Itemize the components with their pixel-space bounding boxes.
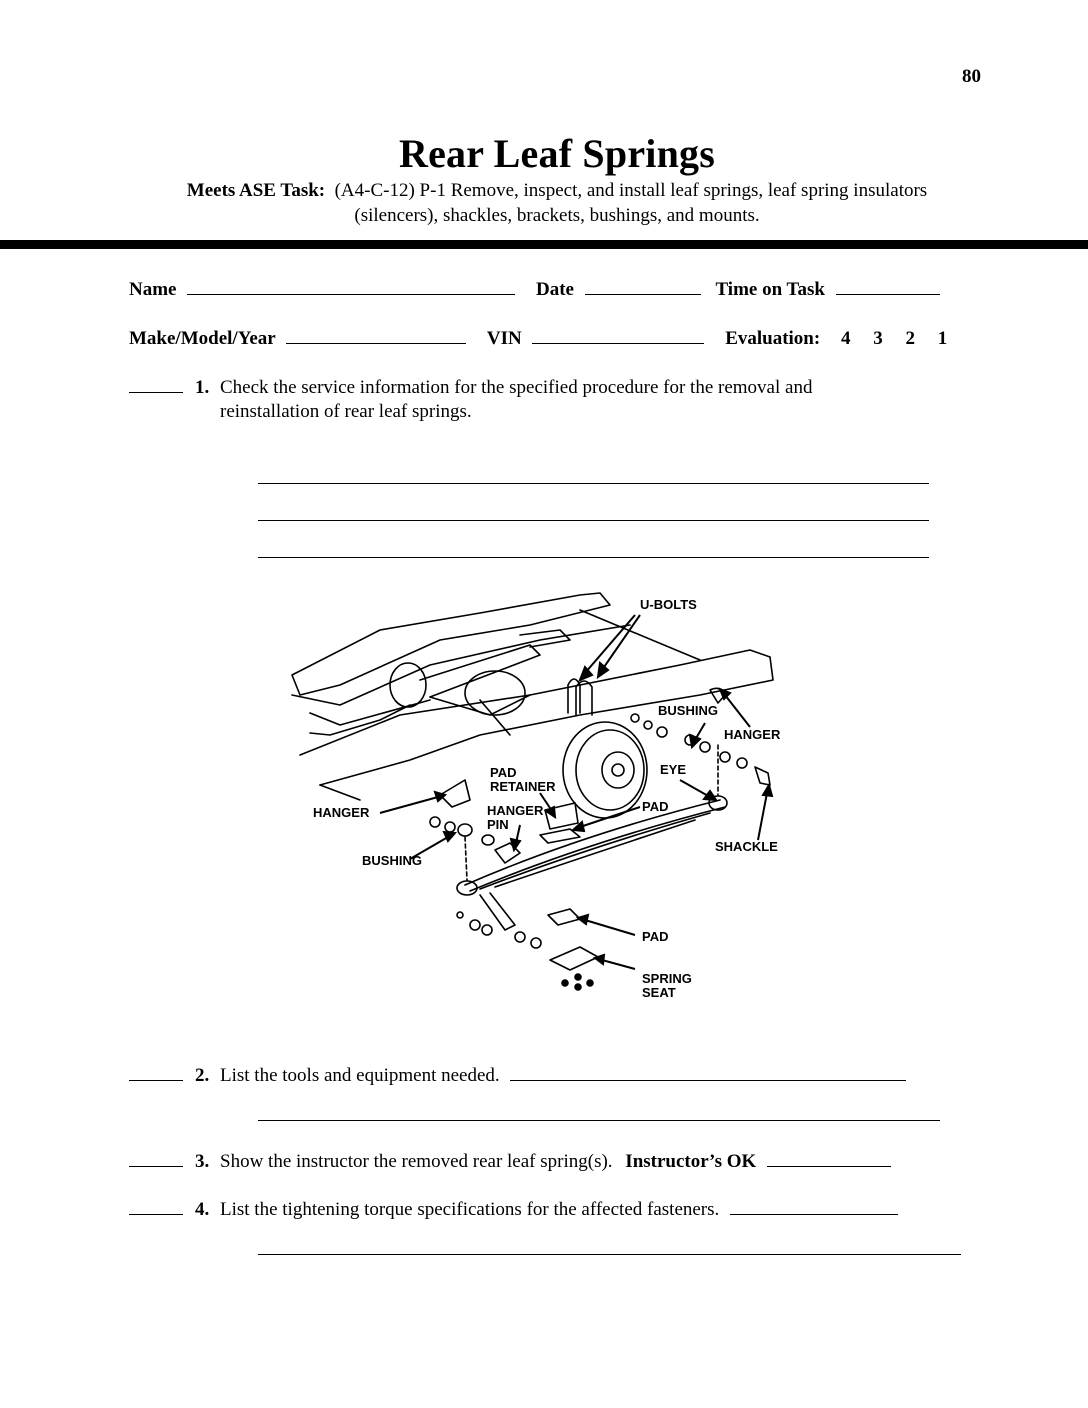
- ase-task-line-1: [0, 180, 1088, 202]
- leaf-spring-diagram: [280, 585, 800, 1015]
- task-1: [129, 376, 812, 399]
- evaluation-score-4[interactable]: 4: [840, 328, 851, 349]
- info-row-2: [129, 327, 947, 350]
- task-1-check-blank[interactable]: [129, 376, 183, 393]
- task-1-number: 1.: [195, 377, 210, 398]
- label-bushing-left: BUSHING: [362, 853, 422, 868]
- evaluation-score-2[interactable]: 2: [905, 328, 915, 349]
- task-4-answer-line-2[interactable]: [258, 1254, 961, 1255]
- vin-field[interactable]: [532, 327, 704, 344]
- task-2: [129, 1064, 906, 1087]
- label-hanger-right: HANGER: [724, 727, 781, 742]
- task-2-text: List the tools and equipment needed.: [220, 1065, 500, 1086]
- info-row-1: [129, 278, 940, 301]
- task-4-text: List the tightening torque specifications for the affected fasteners.: [220, 1199, 720, 1220]
- ase-task-text: (A4-C-12) P-1 Remove, inspect, and install leaf springs, leaf spring insulators: [334, 180, 928, 201]
- time-on-task-label: Time on Task: [715, 279, 825, 300]
- task-2-check-blank[interactable]: [129, 1064, 183, 1081]
- evaluation-score-3[interactable]: 3: [873, 328, 883, 349]
- label-spring-seat-2: SEAT: [642, 985, 676, 1000]
- instructor-ok-field[interactable]: [767, 1150, 891, 1167]
- label-pad-upper: PAD: [642, 799, 669, 814]
- task-2-answer-inline[interactable]: [510, 1064, 906, 1081]
- ase-task-label: Meets ASE Task:: [186, 180, 326, 201]
- task-1-answer-line-1[interactable]: [258, 483, 929, 484]
- name-field[interactable]: [187, 278, 515, 295]
- label-u-bolts: U-BOLTS: [640, 597, 697, 612]
- ase-task-line-2: (silencers), shackles, brackets, bushings, and mounts.: [354, 205, 760, 226]
- label-shackle: SHACKLE: [715, 839, 778, 854]
- date-label: Date: [535, 279, 574, 300]
- task-3-text: Show the instructor the removed rear leaf spring(s).: [220, 1151, 613, 1172]
- instructor-ok-label: Instructor’s OK: [625, 1151, 757, 1172]
- page-number: 80: [962, 66, 981, 87]
- task-4-answer-inline[interactable]: [730, 1198, 898, 1215]
- label-pad-retainer-1: PAD: [490, 765, 517, 780]
- task-2-answer-line-2[interactable]: [258, 1120, 940, 1121]
- label-hanger-pin-1: HANGER: [487, 803, 544, 818]
- vin-label: VIN: [486, 328, 522, 349]
- name-label: Name: [129, 279, 177, 300]
- time-on-task-field[interactable]: [836, 278, 940, 295]
- header-divider: [0, 240, 1088, 249]
- task-4-number: 4.: [195, 1199, 210, 1220]
- task-3-number: 3.: [195, 1151, 210, 1172]
- page-title: Rear Leaf Springs: [399, 131, 715, 176]
- label-hanger-left: HANGER: [313, 805, 370, 820]
- label-pad-lower: PAD: [642, 929, 669, 944]
- evaluation-label: Evaluation:: [725, 328, 821, 349]
- evaluation-score-1[interactable]: 1: [937, 328, 948, 349]
- task-3: [129, 1150, 891, 1173]
- task-4-check-blank[interactable]: [129, 1198, 183, 1215]
- task-1-answer-line-2[interactable]: [258, 520, 929, 521]
- task-4: [129, 1198, 898, 1221]
- label-eye: EYE: [660, 762, 687, 777]
- label-hanger-pin-2: PIN: [487, 817, 509, 832]
- task-1-answer-line-3[interactable]: [258, 557, 929, 558]
- label-bushing-top: BUSHING: [658, 703, 718, 718]
- label-pad-retainer-2: RETAINER: [490, 779, 556, 794]
- task-2-number: 2.: [195, 1065, 210, 1086]
- make-model-year-label: Make/Model/Year: [129, 328, 276, 349]
- task-1-text-line-2: reinstallation of rear leaf springs.: [220, 401, 472, 422]
- task-3-check-blank[interactable]: [129, 1150, 183, 1167]
- label-spring-seat-1: SPRING: [642, 971, 692, 986]
- date-field[interactable]: [585, 278, 701, 295]
- task-1-text: Check the service information for the specified procedure for the removal and: [220, 377, 813, 398]
- make-model-year-field[interactable]: [286, 327, 466, 344]
